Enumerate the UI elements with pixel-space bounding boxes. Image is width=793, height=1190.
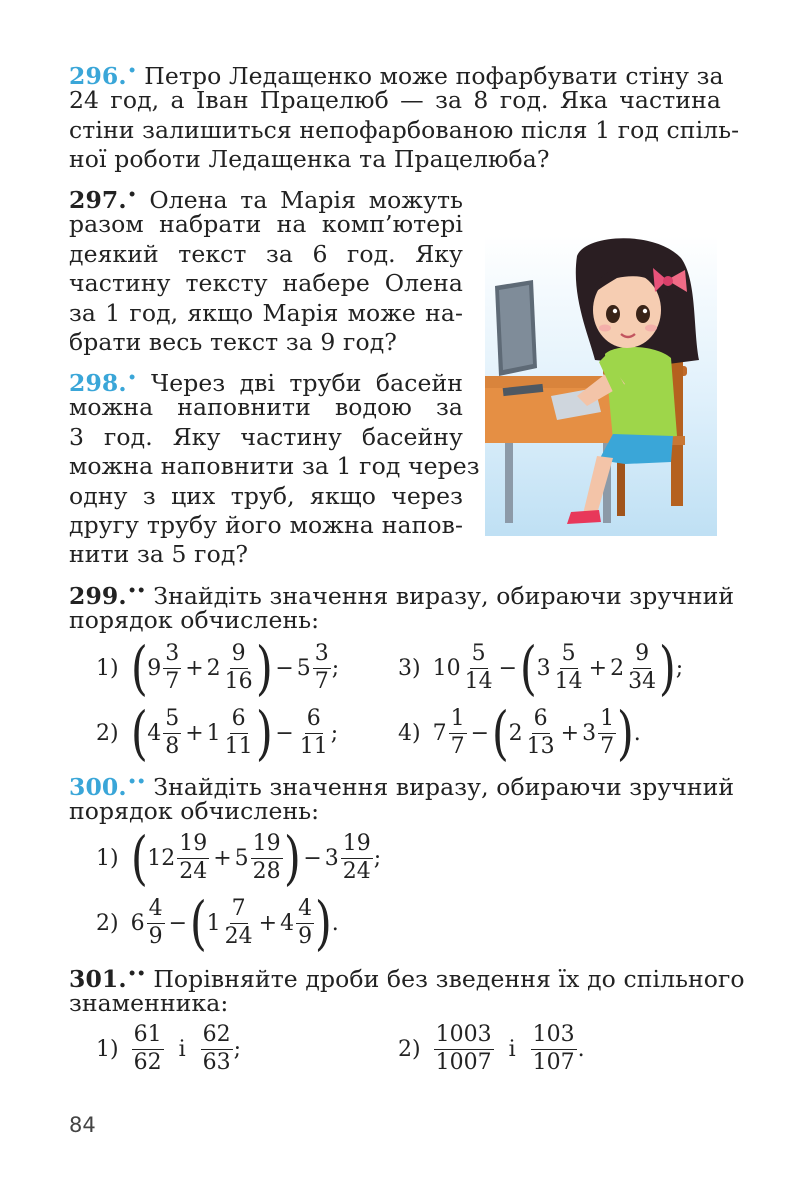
problem-number: 300.•• — [69, 773, 146, 801]
problem-text: деякий текст за 6 год. Яку — [69, 239, 463, 268]
fraction: $\frac{4}{9}$ — [298, 895, 313, 949]
problem-text: стіни залишиться непофарбованою після 1 год спіль- — [69, 115, 740, 144]
fraction: $\frac{9}{34}$ — [628, 640, 657, 694]
problem-number: 301.•• — [69, 965, 146, 993]
expression-301-2: 2) $\frac{1003}{1007}$ і $\frac{103}{107}$ . — [398, 1021, 585, 1075]
problem-text: за 1 год, якщо Марія може на- — [69, 298, 463, 327]
problem-text: частину тексту набере Олена — [69, 269, 463, 298]
problem-number: 297.• — [69, 186, 137, 214]
fraction: $\frac{1003}{1007}$ — [435, 1021, 492, 1075]
fraction: $\frac{4}{9}$ — [148, 895, 163, 949]
problem-text: нити за 5 год? — [69, 540, 249, 569]
problem-text: Порівняйте дроби без зведення їх до спільного — [153, 965, 745, 993]
problem-text: 24 год, а Іван Працелюб — за 8 год. Яка частина — [69, 86, 721, 115]
fraction: $\frac{6}{11}$ — [299, 705, 328, 759]
problem-301 — [69, 960, 745, 1019]
fraction: $\frac{1}{7}$ — [600, 705, 615, 759]
fraction: $\frac{61}{62}$ — [133, 1021, 162, 1075]
problem-text: Знайдіть значення виразу, обираючи зручний — [153, 582, 735, 610]
expression-300-1: 1) ( 12 $\frac{19}{24}$ + 5 $\frac{19}{28}$ ) − 3 $\frac{19}{24}$ ; — [96, 824, 382, 892]
fraction: $\frac{1}{7}$ — [450, 705, 465, 759]
expression-299-1: 1) ( 9 $\frac{3}{7}$ + 2 $\frac{9}{16}$ ) − 5 $\frac{3}{7}$ ; — [96, 634, 340, 702]
problem-text: можна наповнити водою за — [69, 393, 463, 422]
fraction: $\frac{6}{11}$ — [224, 705, 253, 759]
expression-300-2: 2) 6 $\frac{4}{9}$ − ( 1 $\frac{7}{24}$ + 4 $\frac{4}{9}$ ) . — [96, 889, 339, 957]
problem-text: разом набрати на комп’ютері — [69, 210, 463, 239]
expression-301-1: 1) $\frac{61}{62}$ і $\frac{62}{63}$ ; — [96, 1021, 242, 1075]
problem-298 — [69, 364, 480, 570]
problem-text: Петро Ледащенко може пофарбувати стіну за — [144, 62, 724, 90]
problem-number: 296.• — [69, 62, 137, 90]
problem-text: одну з цих труб, якщо через — [69, 481, 463, 510]
expression-299-3: 3) 10 $\frac{5}{14}$ − ( 3 $\frac{5}{14}$ + 2 $\frac{9}{34}$ ) ; — [398, 634, 684, 702]
problem-text: Знайдіть значення виразу, обираючи зручний — [153, 773, 735, 801]
problem-text: порядок обчислень: — [69, 797, 320, 826]
fraction: $\frac{5}{14}$ — [554, 640, 583, 694]
fraction: $\frac{19}{24}$ — [342, 830, 371, 884]
problem-text: Олена та Марія можуть — [149, 186, 464, 214]
fraction: $\frac{7}{24}$ — [224, 895, 253, 949]
problem-text: ної роботи Ледащенка та Працелюба? — [69, 145, 550, 174]
fraction: $\frac{62}{63}$ — [202, 1021, 231, 1075]
problem-text: знаменника: — [69, 989, 229, 1018]
problem-299 — [69, 577, 735, 636]
expression-299-2: 2) ( 4 $\frac{5}{8}$ + 1 $\frac{6}{11}$ ) − $\frac{6}{11}$ ; — [96, 699, 339, 767]
fraction: $\frac{5}{14}$ — [464, 640, 493, 694]
girl-at-computer-illustration — [485, 236, 717, 536]
fraction: $\frac{3}{7}$ — [314, 640, 329, 694]
problem-text: брати весь текст за 9 год? — [69, 327, 397, 356]
problem-text: можна наповнити за 1 год через — [69, 452, 480, 481]
problem-number: 299.•• — [69, 582, 146, 610]
problem-300 — [69, 768, 735, 827]
fraction: $\frac{6}{13}$ — [526, 705, 555, 759]
problem-text: Через дві труби басейн — [150, 369, 463, 397]
problem-number: 298.• — [69, 369, 137, 397]
problem-text: другу трубу його можна напов- — [69, 510, 463, 539]
problem-297 — [69, 181, 463, 357]
page-number: 84 — [69, 1113, 96, 1137]
fraction: $\frac{103}{107}$ — [532, 1021, 575, 1075]
fraction: $\frac{9}{16}$ — [224, 640, 253, 694]
expression-299-4: 4) 7 $\frac{1}{7}$ − ( 2 $\frac{6}{13}$ + 3 $\frac{1}{7}$ ) . — [398, 699, 641, 767]
fraction: $\frac{5}{8}$ — [165, 705, 180, 759]
fraction: $\frac{19}{28}$ — [252, 830, 281, 884]
problem-text: порядок обчислень: — [69, 606, 320, 635]
fraction: $\frac{19}{24}$ — [179, 830, 208, 884]
problem-text: 3 год. Яку частину басейну — [69, 422, 463, 451]
problem-296 — [69, 57, 740, 175]
fraction: $\frac{3}{7}$ — [165, 640, 180, 694]
